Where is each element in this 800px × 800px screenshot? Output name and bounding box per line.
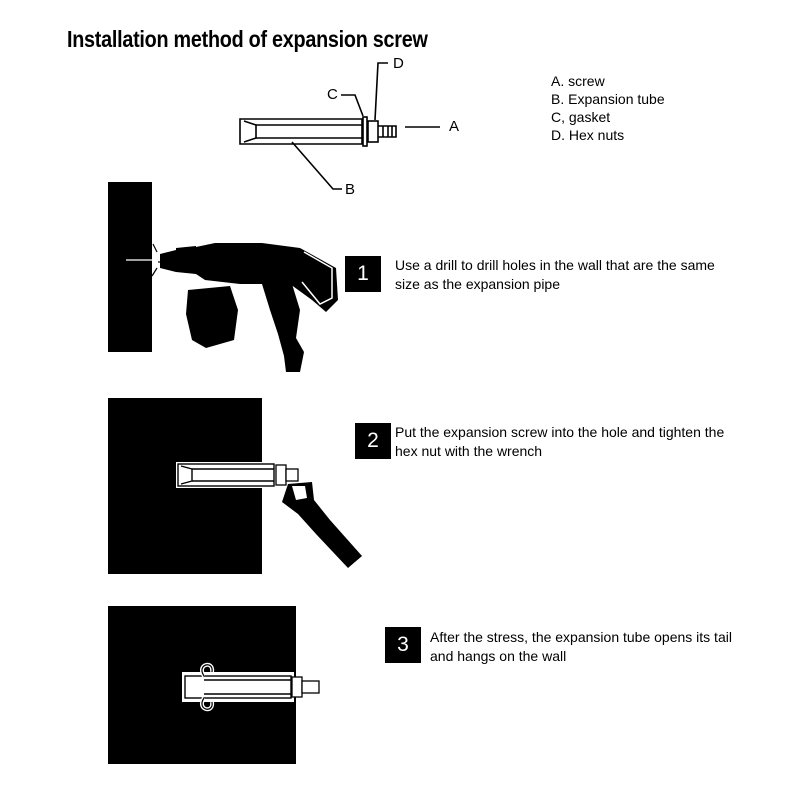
- step2-illustration: [108, 398, 362, 574]
- legend-item-expansion-tube: B. Expansion tube: [551, 91, 665, 107]
- step3-illustration: [108, 606, 319, 764]
- legend-item-gasket: C, gasket: [551, 109, 611, 125]
- step-1-text: Use a drill to drill holes in the wall that are the same size as the expansion pipe: [395, 257, 715, 292]
- part-label-b: B: [345, 181, 356, 198]
- step-3-text: After the stress, the expansion tube opens its tail and hangs on the wall: [430, 629, 732, 664]
- page-title: Installation method of expansion screw: [67, 26, 428, 52]
- step-2-number: 2: [355, 423, 391, 459]
- legend-item-hex-nuts: D. Hex nuts: [551, 127, 625, 143]
- part-label-c: C: [327, 86, 338, 103]
- step-3-number: 3: [385, 627, 421, 663]
- part-label-a: A: [449, 118, 460, 135]
- part-label-d: D: [393, 55, 404, 72]
- step-2-text: Put the expansion screw into the hole and tighten the hex nut with the wrench: [395, 424, 725, 459]
- parts-legend: [551, 72, 665, 144]
- legend-item-screw: A. screw: [551, 73, 605, 89]
- step1-illustration: [108, 182, 338, 372]
- step-1-number: 1: [345, 256, 381, 292]
- screw-diagram: [240, 63, 440, 189]
